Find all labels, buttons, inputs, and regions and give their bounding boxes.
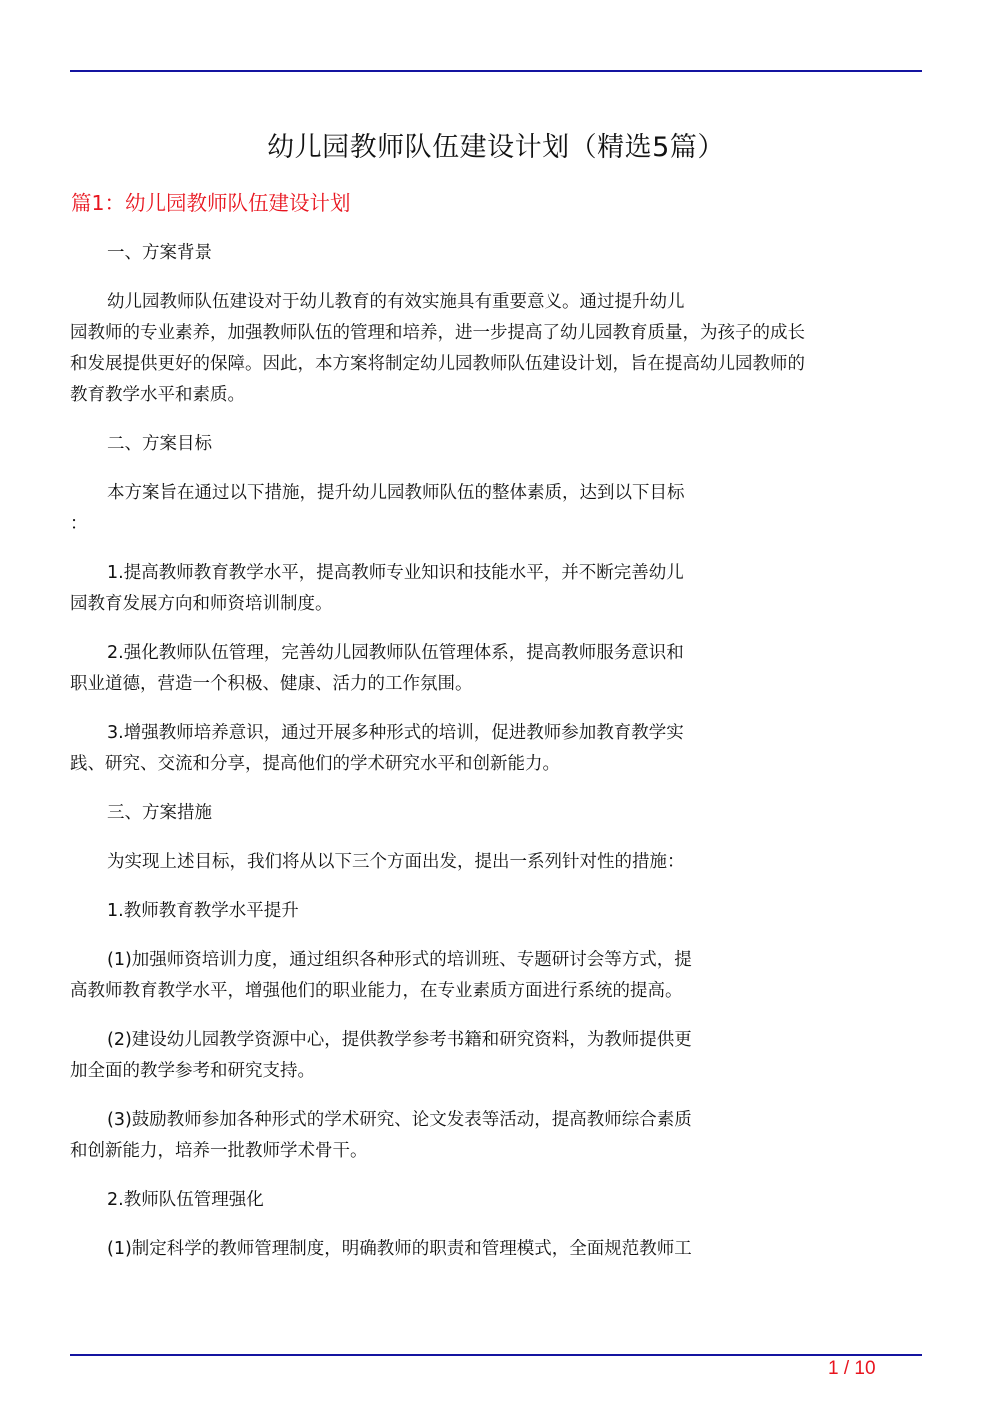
paragraph-line: (3)鼓励教师参加各种形式的学术研究、论文发表等活动，提高教师综合素质 (107, 1110, 692, 1130)
paragraph-line: 二、方案目标 (107, 434, 212, 454)
paragraph-line: 职业道德，营造一个积极、健康、活力的工作氛围。 (70, 674, 473, 694)
paragraph (70, 429, 912, 460)
paragraph-line: 践、研究、交流和分享，提高他们的学术研究水平和创新能力。 (70, 754, 560, 774)
paragraph-line: 和创新能力，培养一批教师学术骨干。 (70, 1141, 368, 1161)
paragraph-line: 3.增强教师培养意识，通过开展多种形式的培训，促进教师参加教育教学实 (107, 723, 684, 743)
paragraph-line: 幼儿园教师队伍建设对于幼儿教育的有效实施具有重要意义。通过提升幼儿 (107, 292, 685, 312)
paragraph (70, 558, 912, 620)
paragraph (70, 238, 912, 269)
document-body (70, 238, 912, 1283)
section-title: 篇1：幼儿园教师队伍建设计划 (71, 191, 351, 215)
header-rule (70, 70, 922, 72)
document-title: 幼儿园教师队伍建设计划（精选5篇） (267, 132, 725, 163)
paragraph (70, 1105, 912, 1167)
paragraph-line: (1)制定科学的教师管理制度，明确教师的职责和管理模式，全面规范教师工 (107, 1239, 692, 1259)
paragraph-line: 本方案旨在通过以下措施，提升幼儿园教师队伍的整体素质，达到以下目标 (107, 483, 685, 503)
paragraph (70, 478, 912, 540)
paragraph-line: 1.教师教育教学水平提升 (107, 901, 299, 921)
paragraph-line: 为实现上述目标，我们将从以下三个方面出发，提出一系列针对性的措施： (107, 852, 685, 872)
paragraph-line: (1)加强师资培训力度，通过组织各种形式的培训班、专题研讨会等方式，提 (107, 950, 692, 970)
paragraph (70, 287, 912, 411)
paragraph (70, 896, 912, 927)
paragraph-line: 和发展提供更好的保障。因此，本方案将制定幼儿园教师队伍建设计划，旨在提高幼儿园教师的 (70, 354, 805, 374)
paragraph (70, 638, 912, 700)
page-number: 1 / 10 (828, 1358, 876, 1379)
paragraph-line: ： (70, 514, 88, 534)
footer-rule (70, 1354, 922, 1356)
paragraph-line: 2.教师队伍管理强化 (107, 1190, 264, 1210)
paragraph (70, 945, 912, 1007)
paragraph-line: 2.强化教师队伍管理，完善幼儿园教师队伍管理体系，提高教师服务意识和 (107, 643, 684, 663)
paragraph (70, 718, 912, 780)
paragraph (70, 798, 912, 829)
paragraph-line: 1.提高教师教育教学水平，提高教师专业知识和技能水平，并不断完善幼儿 (107, 563, 684, 583)
paragraph (70, 847, 912, 878)
paragraph-line: 一、方案背景 (107, 243, 212, 263)
paragraph-line: 园教师的专业素养，加强教师队伍的管理和培养，进一步提高了幼儿园教育质量，为孩子的成长 (70, 323, 805, 343)
paragraph-line: 加全面的教学参考和研究支持。 (70, 1061, 315, 1081)
paragraph-line: 园教育发展方向和师资培训制度。 (70, 594, 333, 614)
paragraph-line: 教育教学水平和素质。 (70, 385, 245, 405)
paragraph-line: 高教师教育教学水平，增强他们的职业能力，在专业素质方面进行系统的提高。 (70, 981, 683, 1001)
paragraph (70, 1025, 912, 1087)
paragraph-line: (2)建设幼儿园教学资源中心，提供教学参考书籍和研究资料，为教师提供更 (107, 1030, 692, 1050)
paragraph (70, 1185, 912, 1216)
paragraph (70, 1234, 912, 1265)
paragraph-line: 三、方案措施 (107, 803, 212, 823)
